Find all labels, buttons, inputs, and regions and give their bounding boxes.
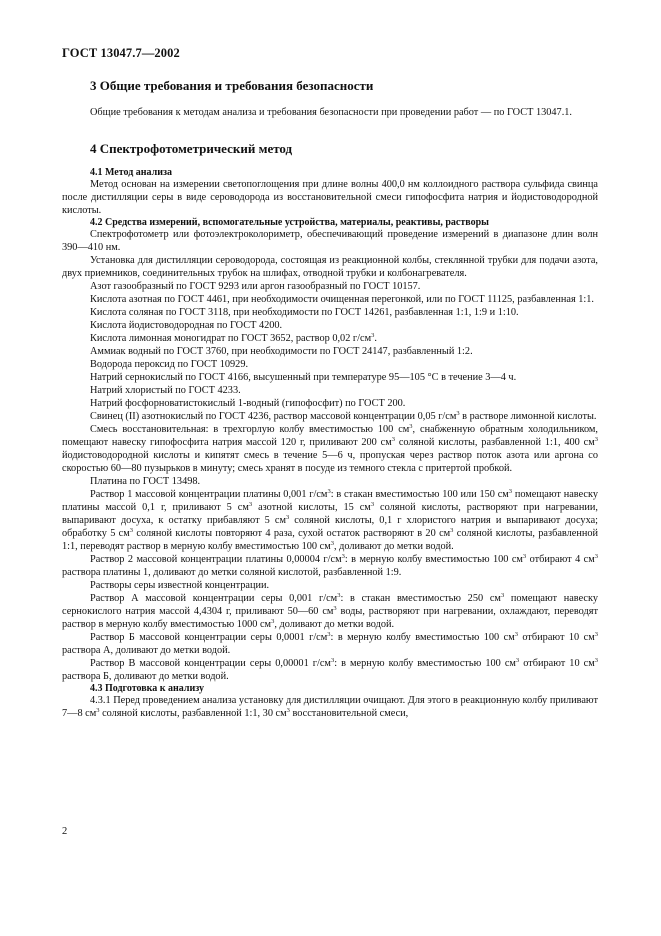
section-heading: 4 Спектрофотометрический метод (90, 141, 293, 156)
paragraph: Раствор В массовой концентрации серы 0,00001 $г/см^3$: в мерную колбу вместимостью 100 $см^3$ отбирают 10 $см^3$ раствора Б, доливают до метки водой. (62, 657, 598, 682)
paragraph: Раствор Б массовой концентрации серы 0,0001 $г/см^3$: в мерную колбу вместимостью 100 $см^3$ отбирают 10 $см^3$ раствора А, доливают до метки водой. (62, 631, 598, 656)
paragraph: Спектрофотометр или фотоэлектроколориметр, обеспечивающий проведение измерений в диапазоне длин волн 390—410 нм. (62, 229, 598, 253)
paragraph: Раствор А массовой концентрации серы 0,001 $г/см^3$: в стакан вместимостью 250 $см^3$ помещают навеску сернокислого натрия массой 4,4304 г, приливают 50—60 $см^3$ воды, растворяют при нагревании, охлаждают, переводят раствор в мерную колбу вместимостью 1000 $см^3$, доливают до метки водой. (62, 592, 598, 630)
subsection-heading: 4.1 Метод анализа (90, 167, 173, 178)
paragraph: Платина по ГОСТ 13498. (90, 476, 201, 487)
document-header: ГОСТ 13047.7—2002 (62, 46, 180, 60)
paragraph: Свинец (II) азотнокислый по ГОСТ 4236, раствор массовой концентрации 0,05 $г/см^3$ в растворе лимонной кислоты. (90, 410, 597, 422)
paragraph: Растворы серы известной концентрации. (90, 580, 270, 591)
page-number: 2 (62, 826, 68, 837)
paragraph: Смесь восстановительная: в трехгорлую колбу вместимостью 100 $см^3$, снабженную обратным холодильником, помещают навеску гипофосфита натрия массой 120 г, приливают 200 $см^3$ соляной кислоты, разбавленной 1:1, 400 $см^3$ йодистоводородной кислоты и кипятят смесь в течение 5—6 ч, пропуская через раствор поток азота или аргона со скоростью 60—80 пузырьков в минуту; смесь хранят в посуде из темного стекла с притертой пробкой. (62, 423, 598, 474)
paragraph: Натрий хлористый по ГОСТ 4233. (90, 385, 241, 396)
paragraph: Аммиак водный по ГОСТ 3760, при необходимости по ГОСТ 24147, разбавленный 1:2. (90, 346, 473, 357)
subsection-heading: 4.3 Подготовка к анализу (90, 683, 205, 694)
paragraph: Азот газообразный по ГОСТ 9293 или аргон газообразный по ГОСТ 10157. (90, 281, 421, 292)
paragraph: Натрий сернокислый по ГОСТ 4166, высушенный при температуре 95—105 °С в течение 3—4 ч. (90, 372, 517, 383)
document-body (62, 78, 598, 720)
paragraph: Установка для дистилляции сероводорода, состоящая из реакционной колбы, стеклянной трубки для подачи азота, двух приемников, соединительных трубок на шлифах, отводной трубки и колбонагревателя. (62, 255, 598, 279)
paragraph: Общие требования к методам анализа и требования безопасности при проведении работ — по ГОСТ 13047.1. (90, 107, 572, 118)
paragraph: Кислота лимонная моногидрат по ГОСТ 3652, раствор 0,02 $г/см^3$. (90, 332, 377, 344)
paragraph: 4.3.1 Перед проведением анализа установку для дистилляции очищают. Для этого в реакционную колбу приливают 7—8 $см^3$ соляной кислоты, разбавленной 1:1, 30 $см^3$ восстановительной смеси, (62, 695, 598, 719)
paragraph: Натрий фосфорноватистокислый 1-водный (гипофосфит) по ГОСТ 200. (90, 398, 406, 409)
paragraph: Водорода пероксид по ГОСТ 10929. (90, 359, 249, 370)
paragraph: Кислота йодистоводородная по ГОСТ 4200. (90, 320, 283, 331)
paragraph: Кислота азотная по ГОСТ 4461, при необходимости очищенная перегонкой, или по ГОСТ 11125, разбавленная 1:1. (90, 294, 594, 305)
paragraph: Раствор 2 массовой концентрации платины 0,00004 $г/см^3$: в мерную колбу вместимостью 100 $см^3$ отбирают 4 $см^3$ раствора платины 1, доливают до метки соляной кислотой, разбавленной 1:9. (62, 553, 598, 578)
paragraph: Раствор 1 массовой концентрации платины 0,001 $г/см^3$: в стакан вместимостью 100 или 150 $см^3$ помещают навеску платины массой 0,1 г, приливают 5 $см^3$ азотной кислоты, 15 $см^3$ соляной кислоты, растворяют при нагревании, выпаривают досуха, к остатку прибавляют 5 $см^3$ соляной кислоты, 0,1 г хлористого натрия и выпаривают досуха; обработку 5 $см^3$ соляной кислоты повторяют 4 раза, сухой остаток растворяют в 20 $см^3$ соляной кислоты, разбавленной 1:1, переводят раствор в мерную колбу вместимостью 100 $см^3$, доливают до метки водой. (62, 488, 599, 552)
subsection-heading: 4.2 Средства измерений, вспомогательные устройства, материалы, реактивы, растворы (90, 217, 489, 228)
section-heading: 3 Общие требования и требования безопасности (90, 78, 374, 93)
paragraph: Кислота соляная по ГОСТ 3118, при необходимости по ГОСТ 14261, разбавленная 1:1, 1:9 и 1:10. (90, 307, 519, 318)
paragraph: Метод основан на измерении светопоглощения при длине волны 400,0 нм коллоидного раствора сульфида свинца после дистилляции серы в виде сероводорода из восстановительной смеси гипофосфита натрия и йодистоводородной кислоты. (62, 179, 598, 216)
